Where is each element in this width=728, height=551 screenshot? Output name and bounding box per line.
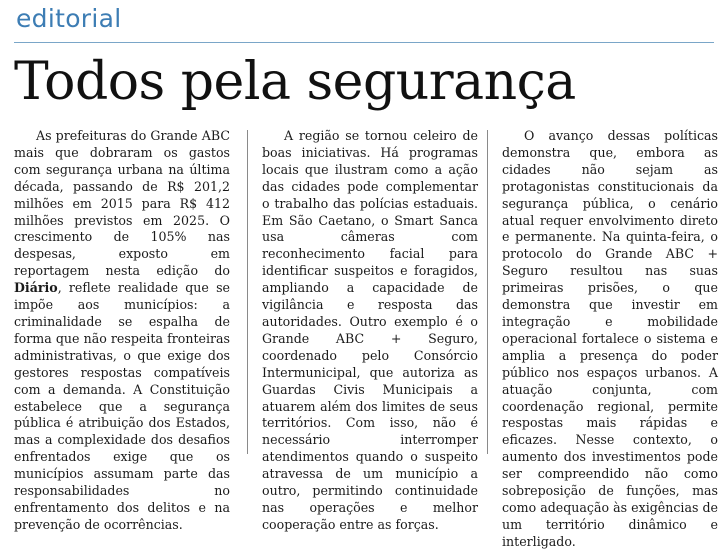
article-column-2 (262, 128, 478, 534)
newspaper-name: Diário (14, 280, 58, 296)
paragraph-1-text-start: As prefeituras do Grande ABC mais que dobraram os gastos com segurança urbana na última década, passando de R$ 201,2 milhões em 2015 para R$ 412 milhões previstos em 2025. O crescimento de 105% nas despesas, exposto em reportagem nesta edição do (14, 128, 230, 279)
article-column-1 (14, 128, 230, 534)
article-column-3 (502, 128, 718, 551)
headline: Todos pela segurança (14, 52, 576, 112)
paragraph-2: A região se tornou celeiro de boas iniciativas. Há programas locais que ilustram como a ação das cidades pode complementar o trabalho das polícias estaduais. Em São Caetano, o Smart Sanca usa câmeras com reconhecimento facial para identificar suspeitos e foragidos, ampliando a capacidade de vigilância e resposta das autoridades. Outro exemplo é o Grande ABC + Seguro, coordenado pelo Consórcio Intermunicipal, que autoriza as Guardas Civis Municipais a atuarem além dos limites de seus territórios. Com isso, não é necessário interromper atendimentos quando o suspeito atravessa de um município a outro, permitindo continuidade nas operações e melhor cooperação entre as forças. (262, 128, 478, 532)
section-label: editorial (16, 4, 122, 33)
paragraph-1 (14, 128, 230, 534)
section-rule (14, 42, 714, 43)
column-divider (487, 130, 488, 454)
paragraph-1-text-end: , reflete realidade que se impõe aos municípios: a criminalidade se espalha de forma que não respeita fronteiras administrativas, o que exige dos gestores respostas compatíveis com a demanda. A Constituição estabelece que a segurança pública é atribuição dos Estados, mas a complexidade dos desafios enfrentados exige que os municípios assumam parte das responsabilidades no enfrentamento dos delitos e na prevenção de ocorrências. (14, 280, 230, 532)
column-divider (247, 130, 248, 454)
paragraph-3: O avanço dessas políticas demonstra que, embora as cidades não sejam as protagonistas constitucionais da segurança pública, o cenário atual requer envolvimento direto e permanente. Na quinta-feira, o protocolo do Grande ABC + Seguro resultou nas suas primeiras prisões, o que demonstra que investir em integração e mobilidade operacional fortalece o sistema e amplia a presença do poder público nos espaços urbanos. A atuação conjunta, com coordenação regional, permite respostas mais rápidas e eficazes. Nesse contexto, o aumento dos investimentos pode ser compreendido não como sobreposição de funções, mas como adequação às exigências de um território dinâmico e interligado. (502, 128, 718, 549)
